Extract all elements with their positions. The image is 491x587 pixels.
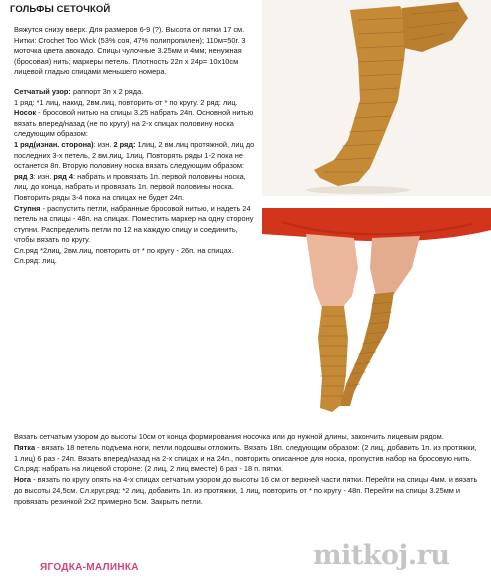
mesh-heading: Сетчатый узор: [14,86,71,96]
photo-sock-legs-skirt [262,208,491,426]
heel-section: Пятка - вязать 18 петель подъема ноги, петли подошвы отложить. Вязать 18п. следующим образом: (2 лиц, добавить 1п. из протяжки, 1 лиц) 6 раз - 24п. Вязать вперед/назад на 2-х спицах и на 24п., повторить описанное для носка, пропустив набор на бросовую нить. Сл.ряд: набрать на лицевой стороне: (2 лиц, 2 лиц вместе) 6 раз - 18 п. пятки. [14,442,477,474]
foot-section: Ступня - распустить петли, набранные бросовой нитью, и надеть 24 петель на спицы - 48п. на спицах. Поместить маркер на одну сторону ступни. Распределить петли по 12 на каждую спицу и соединить, чтобы вязать по кругу. [14,203,254,245]
foot-row: Сл.ряд *2лиц, 2вм.лиц, повторить от * по кругу - 26п. на спицах. Сл.ряд: лиц. [14,245,234,266]
toe-section: Носок - бросовой нитью на спицы 3.25 набрать 24п. Основной нитью вязать вперед/назад (не по кругу) на 2-х спицах половину носка следующим образом: [14,108,254,139]
page-title: ГОЛЬФЫ СЕТОЧКОЙ [10,4,111,15]
photo-sock-standing [262,0,491,196]
continued-instructions [14,432,480,508]
instructions-column [14,25,257,267]
toe-rows: 1 ряд(изнан. сторона): изн. 2 ряд: 1лиц, 2 вм.лиц протяжной, лиц до последних 3-х петель, 2 вм.лиц, 1лиц. Повторять ряды 1-2 пока не останется 8п. Вторую половину носка вязать следующим образом: ряд 3: изн. ряд 4: набрать и провязать 1п. первой половины носка, лиц. до конца, набрать и провязать 1п. первой половины носка. Повторить ряды 3-4 пока на спицах не будет 24п. [14,139,255,202]
intro-paragraph: Вяжутся снизу вверх. Для размеров 6-9 (?). Высота от пятки 17 см. Нитки: Crochet Too Wick (53% соя, 47% полипропилен); 110м=50г. 3 моточка цвета авокадо. Спицы чулочные 3.25мм и 4мм; ненужная (бросовая) нить; маркеры петель. Плотность 22п х 24р= 10х10см лицевой гладью спицами меньшего номера. [14,25,246,77]
mesh-row-1: 1 ряд: *1 лиц, накид, 2вм.лиц, повторить от * по кругу. 2 ряд: лиц. [14,97,238,107]
site-watermark: mitkoj.ru [313,540,450,571]
footer-signature: ЯГОДКА-МАЛИНКА [40,562,139,573]
knit-mesh-paragraph: Вязать сетчатым узором до высоты 10см от конца формирования носочка или до нужной длины, закончить лицевым рядом. [14,432,444,441]
mesh-pattern: Сетчатый узор: раппорт 3п х 2 ряда. [14,86,144,96]
leg-section: Нога - вязать по кругу опять на 4-х спицах сетчатым узором до высоты 16 см от верхней части пятки. Перейти на спицы 4мм. и вязать до высоты 24,5см. Сл.круг.ряд: *2 лиц, добавить 1п. из протяжки, 1 лиц, повторить от * по кругу - 48п. Перейти на спицы 3.25мм и провязать резинкой 2х2 примерно 5см. Закрыть петли. [14,475,478,506]
